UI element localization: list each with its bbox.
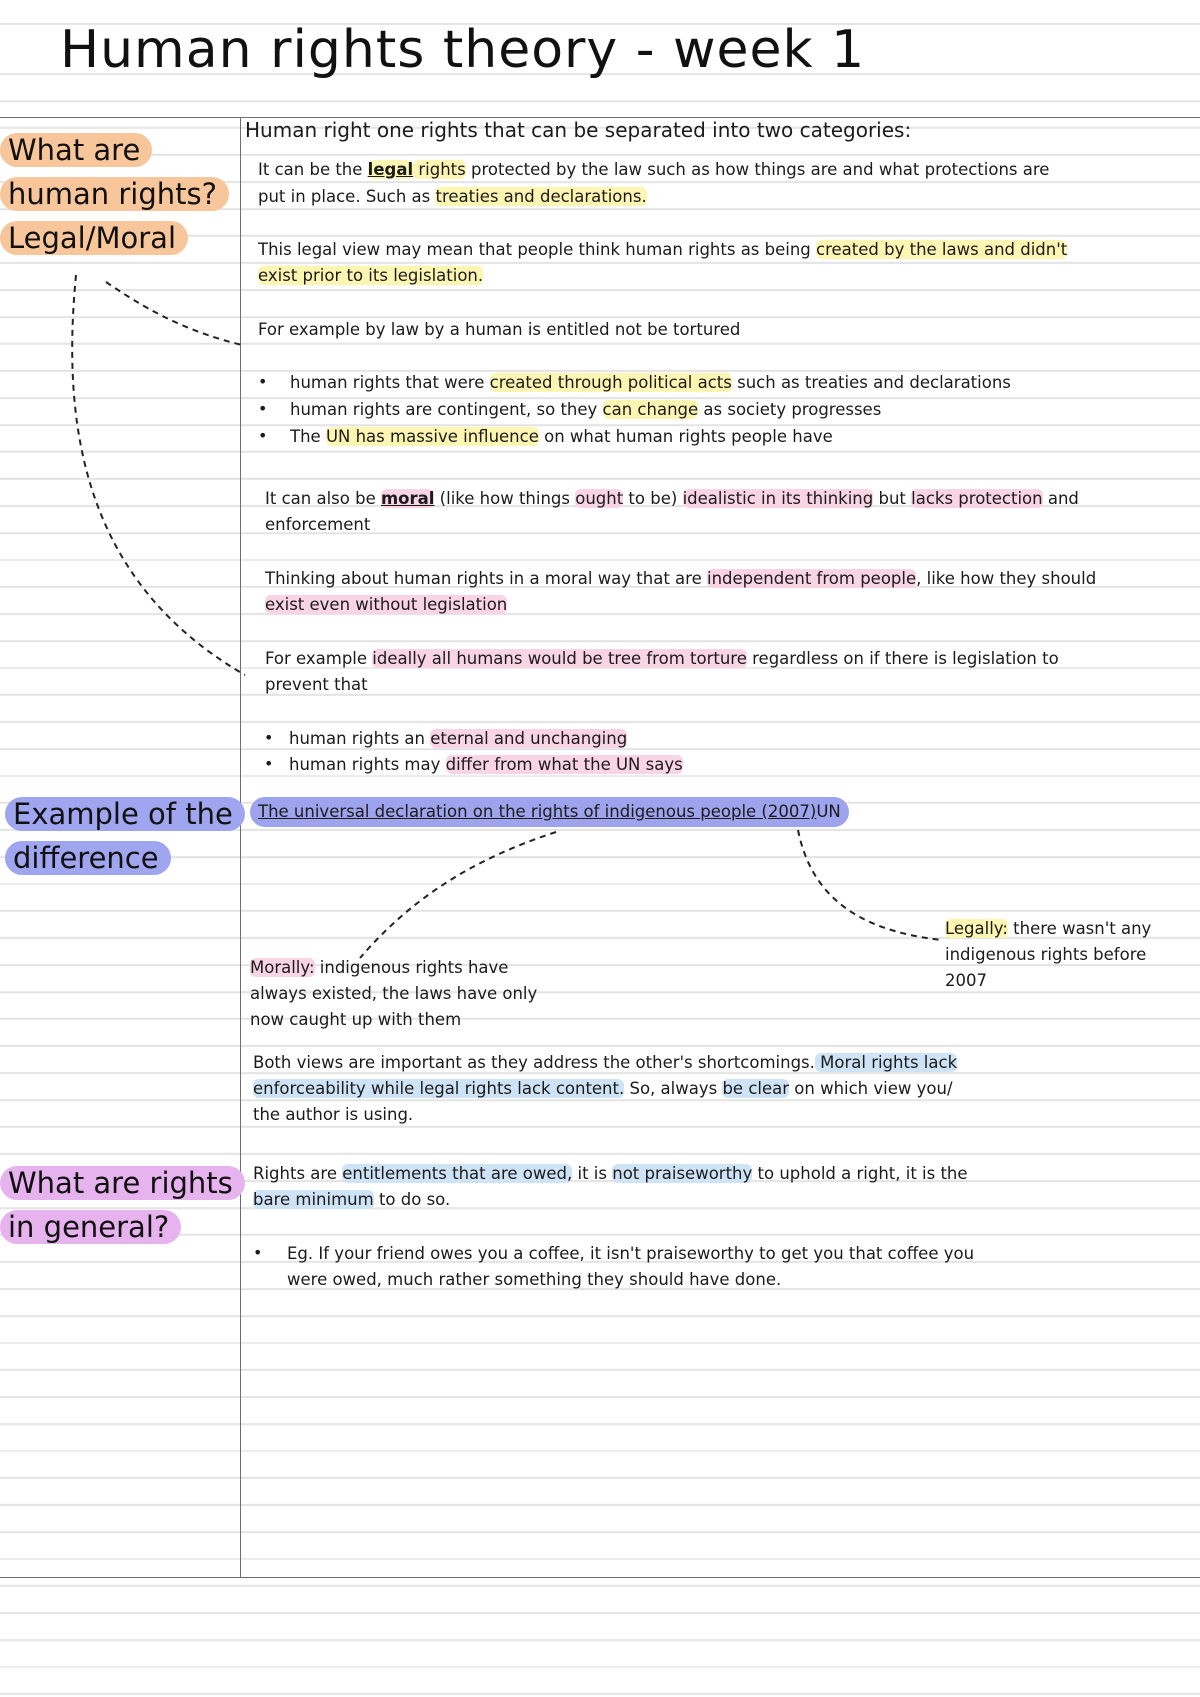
sidebar-heading-line: human rights? [0,176,229,212]
list-item: The UN has massive influence on what human rights people have [290,427,833,446]
text-line: For example by law by a human is entitled not be tortured [258,320,741,339]
sidebar-heading-line: Example of the [5,796,245,832]
text-line: Rights are entitlements that are owed, it is not praiseworthy to uphold a right, it is the [253,1164,968,1183]
text-line: This legal view may mean that people think human rights as being created by the laws and didn't [258,240,1068,259]
text-line: the author is using. [253,1105,414,1124]
bullet-dot: • [253,1243,263,1262]
text-line: always existed, the laws have only [250,984,538,1003]
text-line: Legally: there wasn't any [945,919,1152,938]
bullet-dot: • [264,728,274,747]
text-line: put in place. Such as treaties and declarations. [258,187,647,206]
bullet-dot: • [258,426,268,445]
sidebar-heading-line: difference [5,840,171,876]
text-line: now caught up with them [250,1010,462,1029]
text-line: bare minimum to do so. [253,1190,451,1209]
text-line: It can be the legal rights protected by the law such as how things are and what protections are [258,160,1050,179]
sidebar-heading-line: in general? [0,1209,181,1245]
sidebar-heading-line: What are rights [0,1165,245,1201]
text-line: Thinking about human rights in a moral way that are independent from people, like how they should [265,569,1097,588]
sidebar-heading-line: Legal/Moral [0,220,188,256]
text-line: prevent that [265,675,368,694]
text-line: exist even without legislation [265,595,508,614]
bullet-dot: • [264,754,274,773]
text-line: exist prior to its legislation. [258,266,484,285]
text-line: enforcement [265,515,371,534]
connector-moral [72,275,245,675]
connector-morally [360,832,556,958]
list-item: human rights may differ from what the UN says [289,755,683,774]
text-line: Both views are important as they address the other's shortcomings. Moral rights lack [253,1053,958,1072]
page-title: Human rights theory - week 1 [60,20,866,80]
bullet-dot: • [258,399,268,418]
text-line: enforceability while legal rights lack content. So, always be clear on which view you/ [253,1079,953,1098]
text-line: were owed, much rather something they should have done. [287,1270,782,1289]
bullet-dot: • [258,372,268,391]
connector-legal [106,282,242,345]
example-declaration-pill: The universal declaration on the rights of indigenous people (2007)UN [250,797,849,827]
text-line: It can also be moral (like how things ought to be) idealistic in its thinking but lacks protection and [265,489,1079,508]
text-line: indigenous rights before [945,945,1147,964]
connector-legally [798,830,942,940]
list-item: human rights that were created through political acts such as treaties and declarations [290,373,1011,392]
list-item: Eg. If your friend owes you a coffee, it isn't praiseworthy to get you that coffee you [287,1244,975,1263]
text-line: For example ideally all humans would be tree from torture regardless on if there is legislation to [265,649,1059,668]
intro-heading: Human right one rights that can be separated into two categories: [245,118,912,142]
list-item: human rights an eternal and unchanging [289,729,628,748]
sidebar-heading-line: What are [0,132,152,168]
list-item: human rights are contingent, so they can change as society progresses [290,400,882,419]
text-line: 2007 [945,971,987,990]
text-line: Morally: indigenous rights have [250,958,509,977]
